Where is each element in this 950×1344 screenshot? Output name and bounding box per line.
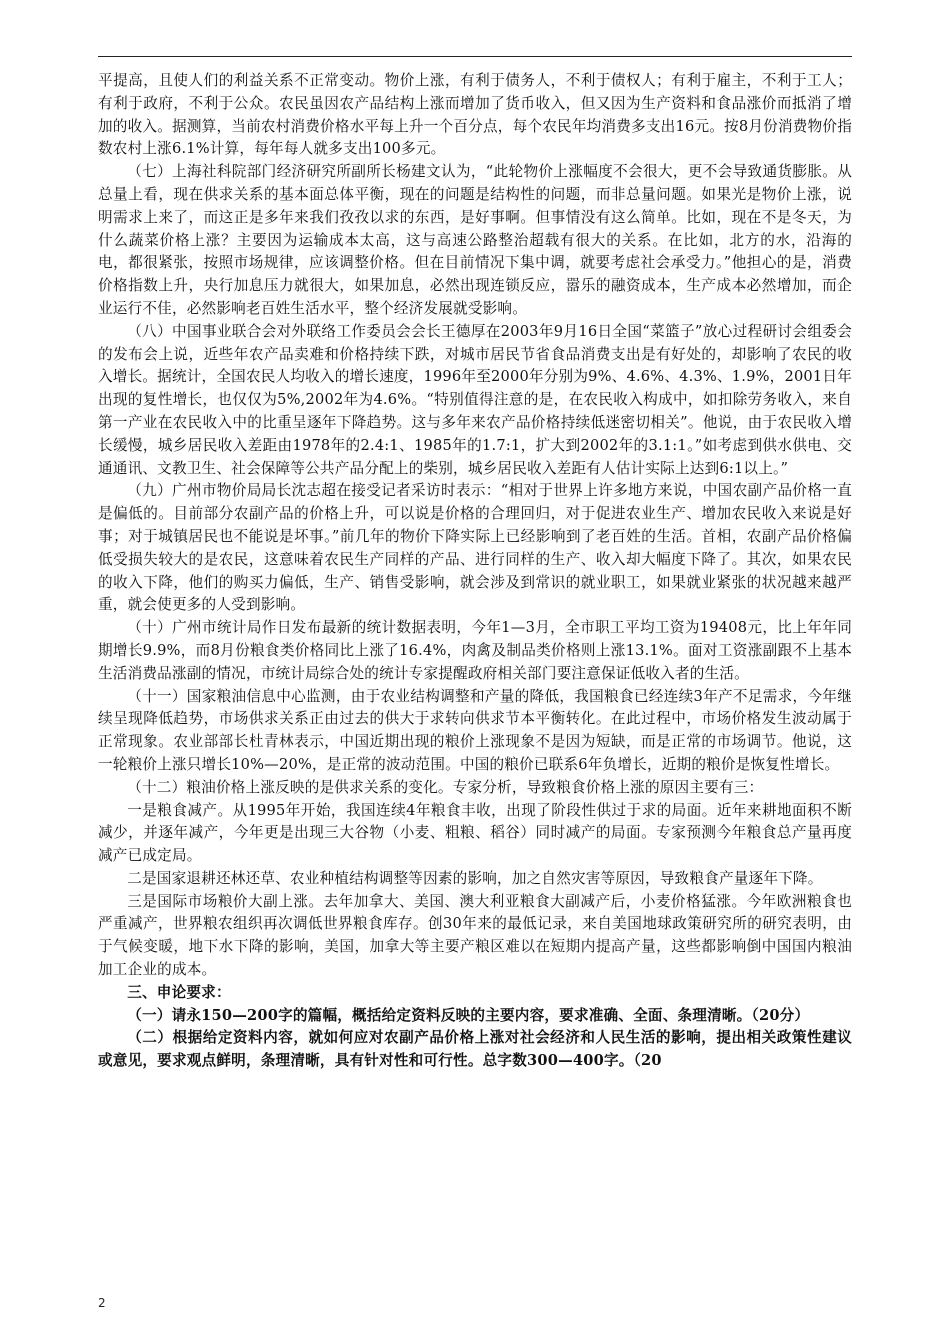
paragraph-11: （十一）国家粮油信息中心监测，由于农业结构调整和产量的降低，我国粮食已经连续3年产不足需求，今年继续呈现降低趋势，市场供求关系正由过去的供大于求转向供求节本平衡转化。在此过程中，市场价格发生波动属于正常现象。农业部部长杜青林表示，中国近期出现的粮价上涨现象不是因为短缺，而是正常的市场调节。他说，这一轮粮价上涨只增长10%—20%，是正常的波动范围。中国的粮价已联系6年负增长，近期的粮价是恢复性增长。 [98,687,852,773]
header-rule [98,56,852,57]
document-body [98,70,852,1073]
paragraph-7: （七）上海社科院部门经济研究所副所长杨建文认为，“此轮物价上涨幅度不会很大，更不会导致通货膨胀。从总量上看，现在供求关系的基本面总体平衡，现在的问题是结构性的问题，而非总量问题。如果光是物价上涨，说明需求上来了，而这正是多年来我们孜孜以求的东西，是好事啊。但事情没有这么简单。比如，现在不是冬天，为什么蔬菜价格上涨？主要因为运输成本太高，这与高速公路整治超载有很大的关系。在比如，北方的水，沿海的电，都很紧张，按照市场规律，应该调整价格。但在目前情况下集中调，就要考虑社会承受力。”他担心的是，消费价格指数上升，央行加息压力就很大，如果加息，必然出现连锁反应，嚣乐的融资成本，生产成本必然增加，而企业运行不佳，必然影响老百姓生活水平，整个经济发展就受影响。 [98,163,852,317]
requirement-item-1: （一）请永150—200字的篇幅，概括给定资料反映的主要内容，要求准确、全面、条理清晰。（20分） [127,1006,810,1024]
requirement-item-2: （二）根据给定资料内容，就如何应对农副产品价格上涨对社会经济和人民生活的影响，提出相关政策性建议或意见，要求观点鲜明，条理清晰，具有针对性和可行性。总字数300—400字。（20 [98,1029,852,1070]
paragraph-10: （十）广州市统计局作日发布最新的统计数据表明，今年1—3月，全市职工平均工资为19408元，比上年年同期增长9.9%，而8月份粮食类价格同比上涨了16.4%，肉禽及制品类价格则上涨13.1%。面对工资涨副跟不上基本生活消费品涨副的情况，市统计局综合处的统计专家提醒政府相关部门要注意保证低收入者的生活。 [98,619,852,682]
reason-2: 二是国家退耕还林还草、农业种植结构调整等因素的影响，加之自然灾害等原因，导致粮食产量逐年下降。 [127,869,823,887]
reason-3: 三是国际市场粮价大副上涨。去年加拿大、美国、澳大利亚粮食大副减产后，小麦价格猛涨。今年欧洲粮食也严重减产，世界粮农组织再次调低世界粮食库存。创30年来的最低记录，来自美国地球政策研究所的研究表明，由于气候变暖，地下水下降的影响，美国，加拿大等主要产粮区难以在短期内提高产量，这些都影响倒中国国内粮油加工企业的成本。 [98,892,852,979]
page-number: 2 [98,1296,106,1310]
paragraph-12: （十二）粮油价格上涨反映的是供求关系的变化。专家分析，导致粮食价格上涨的原因主要有三： [127,778,764,796]
paragraph-9: （九）广州市物价局局长沈志超在接受记者采访时表示：“相对于世界上许多地方来说，中国农副产品价格一直是偏低的。目前部分农副产品的价格上升，可以说是价格的合理回归，对于促进农业生产、增加农民收入来说是好事；对于城镇居民也不能说是坏事。”前几年的物价下降实际上已经影响到了老百姓的生活。首相，农副产品价格偏低受损失较大的是农民，这意味着农民生产同样的产品、进行同样的生产、收入却大幅度下降了。其次，如果农民的收入下降，他们的购买力偏低，生产、销售受影响，就会涉及到常识的就业职工，如果就业紧张的状况越来越严重，就会使更多的人受到影响。 [98,482,852,614]
requirements-heading: 三、申论要求： [127,983,231,1001]
paragraph-continuation: 平提高，且使人们的利益关系不正常变动。物价上涨，有利于债务人，不利于债权人；有利于雇主，不利于工人；有利于政府，不利于公众。农民虽因农产品结构上涨而增加了货币收入，但又因为生产资料和食品涨价而抵消了增加的收入。据测算，当前农村消费价格水平每上升一个百分点，每个农民年均消费多支出16元。按8月份消费物价指数农村上涨6.1%计算，每年每人就多支出100多元。 [98,72,852,158]
paragraph-8: （八）中国事业联合会对外联络工作委员会会长王德厚在2003年9月16日全国“菜篮子”放心过程研讨会组委会的发布会上说，近些年农产品卖难和价格持续下跌，对城市居民节省食品消费支出是有好处的，却影响了农民的收入增长。据统计，全国农民人均收入的增长速度，1996年至2000年分别为9%、4.6%、4.3%、1.9%，2001日年出现的复性增长，也仅仅为5%,2002年为4.6%。“特别值得注意的是，在农民收入构成中，如扣除劳务收入，来自第一产业在农民收入中的比重呈逐年下降趋势。这与多年来农产品价格持续低迷密切相关”。他说，由于农民收入增长缓慢，城乡居民收入差距由1978年的2.4:1、1985年的1.7:1，扩大到2002年的3.1:1。”如考虑到供水供电、交通通讯、文教卫生、社会保障等公共产品分配上的柴别，城乡居民收入差距有人估计实际上达到6:1以上。” [98,322,852,477]
reason-1: 一是粮食减产。从1995年开始，我国连续4年粮食丰收，出现了阶段性供过于求的局面。近年来耕地面积不断减少，并逐年减产，今年更是出现三大谷物（小麦、粗粮、稻谷）同时减产的局面。专家预测今年粮食总产量再度减产已成定局。 [98,801,852,865]
